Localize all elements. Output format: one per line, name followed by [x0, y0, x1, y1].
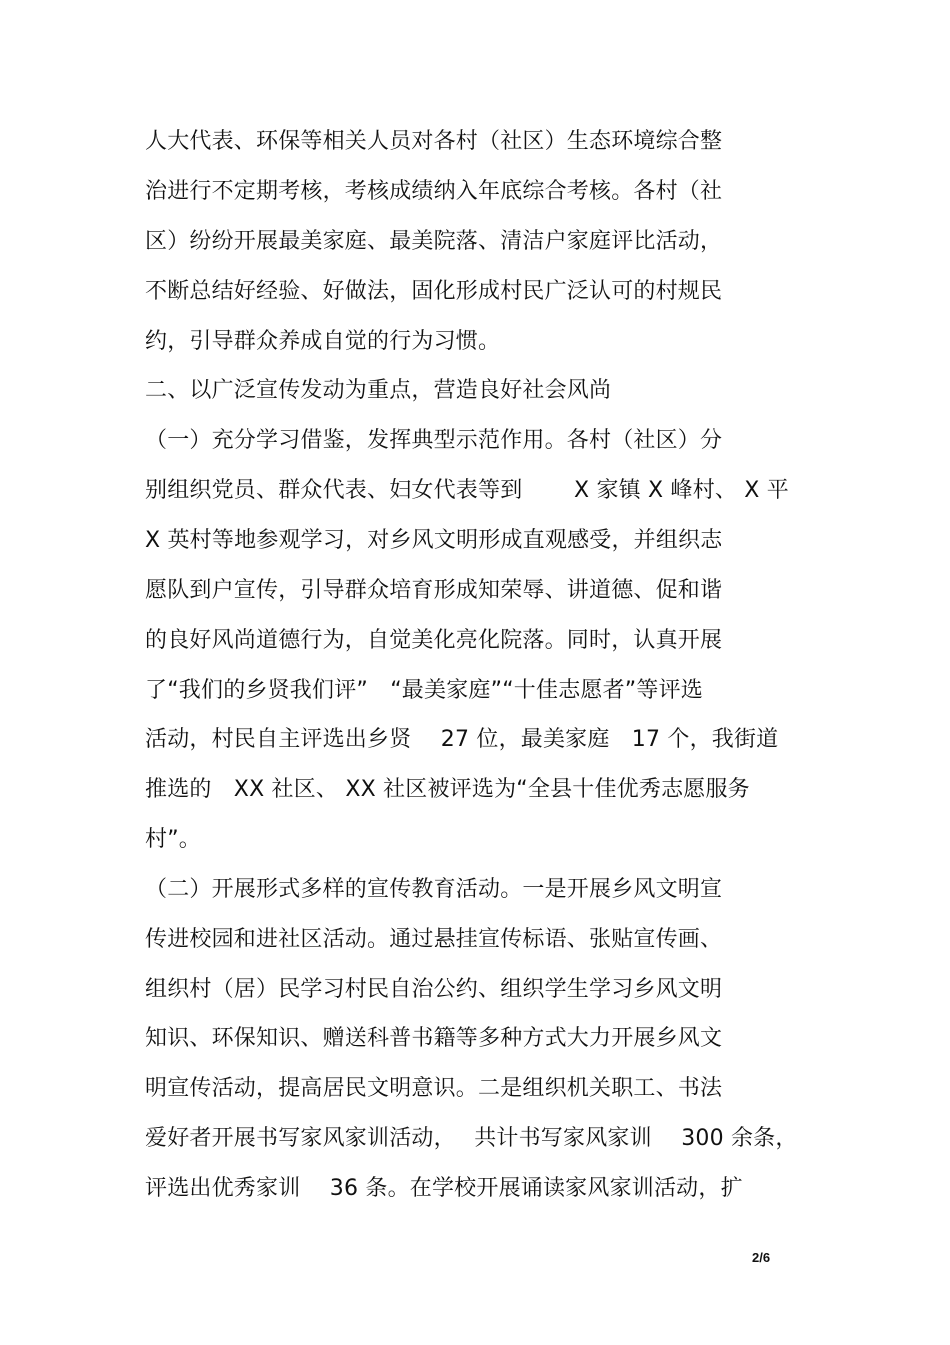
text-line: 的良好风尚道德行为，自觉美化亮化院落。同时，认真开展 [145, 628, 723, 653]
text-line: 传进校园和进社区活动。通过悬挂宣传标语、张贴宣传画、 [145, 927, 723, 952]
text-line: 不断总结好经验、好做法，固化形成村民广泛认可的村规民 [145, 279, 723, 304]
text-line: 评选出优秀家训 36 条。在学校开展诵读家风家训活动，扩 [145, 1176, 743, 1201]
text-line: 区）纷纷开展最美家庭、最美院落、清洁户家庭评比活动， [145, 229, 723, 254]
text-line: 人大代表、环保等相关人员对各村（社区）生态环境综合整 [145, 129, 723, 154]
text-line: 组织村（居）民学习村民自治公约、组织学生学习乡风文明 [145, 977, 723, 1002]
page-number: 2/6 [752, 1250, 771, 1265]
text-line: 治进行不定期考核，考核成绩纳入年底综合考核。各村（社 [145, 179, 723, 204]
text-line: 愿队到户宣传，引导群众培育形成知荣辱、讲道德、促和谐 [145, 578, 723, 603]
text-line: 推选的 XX 社区、 XX 社区被评选为“全县十佳优秀志愿服务 [145, 777, 750, 802]
text-line: 爱好者开展书写家风家训活动， 共计书写家风家训 300 余条， [145, 1126, 798, 1151]
text-line: 别组织党员、群众代表、妇女代表等到 X 家镇 X 峰村、 X 平 [145, 478, 789, 503]
text-line: （一）充分学习借鉴，发挥典型示范作用。各村（社区）分 [145, 428, 723, 453]
text-line: 明宣传活动，提高居民文明意识。二是组织机关职工、书法 [145, 1076, 723, 1101]
section-heading: 二、以广泛宣传发动为重点，营造良好社会风尚 [145, 378, 612, 403]
text-line: 村”。 [145, 827, 201, 852]
text-line: （二）开展形式多样的宣传教育活动。一是开展乡风文明宣 [145, 877, 723, 902]
text-line: 活动，村民自主评选出乡贤 27 位，最美家庭 17 个，我街道 [145, 727, 779, 752]
text-line: X 英村等地参观学习，对乡风文明形成直观感受，并组织志 [145, 528, 723, 553]
text-line: 约，引导群众养成自觉的行为习惯。 [145, 329, 501, 354]
text-line: 知识、环保知识、赠送科普书籍等多种方式大力开展乡风文 [145, 1026, 723, 1051]
text-line: 了“我们的乡贤我们评” “最美家庭”“十佳志愿者”等评选 [145, 678, 703, 703]
